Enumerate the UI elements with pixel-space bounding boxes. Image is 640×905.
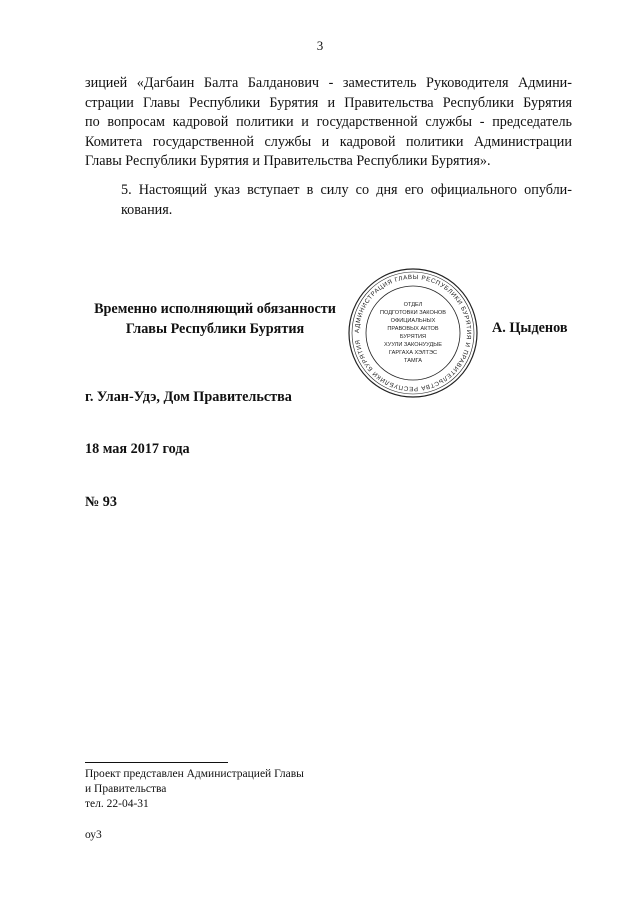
seal-inner-line: ТАМГА — [403, 358, 423, 364]
signing-date: 18 мая 2017 года — [85, 441, 190, 457]
footnote-line: тел. 22-04-31 — [85, 798, 149, 810]
paragraph-line: 5. Настоящий указ вступает в силу со дня его официального опубли- — [121, 182, 572, 198]
paragraph-line: по вопросам кадровой политики и государственной службы - председатель — [85, 114, 572, 130]
seal-outer-text: АДМИНИСТРАЦИЯ ГЛАВЫ РЕСПУБЛИКИ БУРЯТИЯ И ПРАВИТЕЛЬСТВА РЕСПУБЛИКИ БУРЯТИЯ — [353, 273, 473, 393]
footnote — [85, 767, 304, 812]
seal-inner-line: ПОДГОТОВКИ ЗАКОНОВ — [380, 310, 446, 316]
decree-number: № 93 — [85, 494, 117, 510]
paragraph-line: страции Главы Республики Бурятия и Правительства Республики Бурятия — [85, 94, 572, 111]
signature-title — [70, 300, 360, 339]
signature-title-line: Главы Республики Бурятия — [125, 320, 305, 337]
signature-title-line: Временно исполняющий обязанности — [94, 301, 336, 317]
svg-text:АДМИНИСТРАЦИЯ ГЛАВЫ РЕСПУБЛИКИ — [354, 274, 472, 392]
footnote-line: и Правительства — [85, 783, 167, 795]
official-seal-stamp — [346, 266, 480, 400]
document-code: оу3 — [85, 829, 102, 841]
footnote-divider — [85, 762, 228, 763]
signatory-name: А. Цыденов — [492, 320, 568, 336]
signing-place: г. Улан-Удэ, Дом Правительства — [85, 389, 292, 405]
seal-inner-line: БУРЯТИЯ — [399, 334, 427, 340]
seal-inner-line: ХУУЛИ ЗАКОНУУДЫЕ — [384, 342, 442, 348]
paragraph-line: кования. — [121, 201, 173, 218]
paragraph-continuation — [85, 74, 572, 172]
seal-inner-line: ОФИЦИАЛЬНЫХ — [390, 318, 436, 324]
paragraph-line: Главы Республики Бурятия и Правительства Республики Бурятия». — [85, 153, 491, 169]
paragraph-clause-5 — [85, 181, 572, 220]
seal-inner-line: ГАРГАХА ХЭЛТЭС — [388, 350, 438, 356]
page-number: 3 — [316, 38, 324, 53]
seal-inner-line: ПРАВОВЫХ АКТОВ — [387, 326, 439, 332]
seal-inner-line: ОТДЕЛ — [403, 302, 423, 308]
paragraph-line: зицией «Дагбаин Балта Балданович - заместитель Руководителя Админи- — [85, 75, 572, 91]
paragraph-line: Комитета государственной службы и кадровой политики Администрации — [85, 133, 572, 150]
footnote-line: Проект представлен Администрацией Главы — [85, 768, 304, 780]
